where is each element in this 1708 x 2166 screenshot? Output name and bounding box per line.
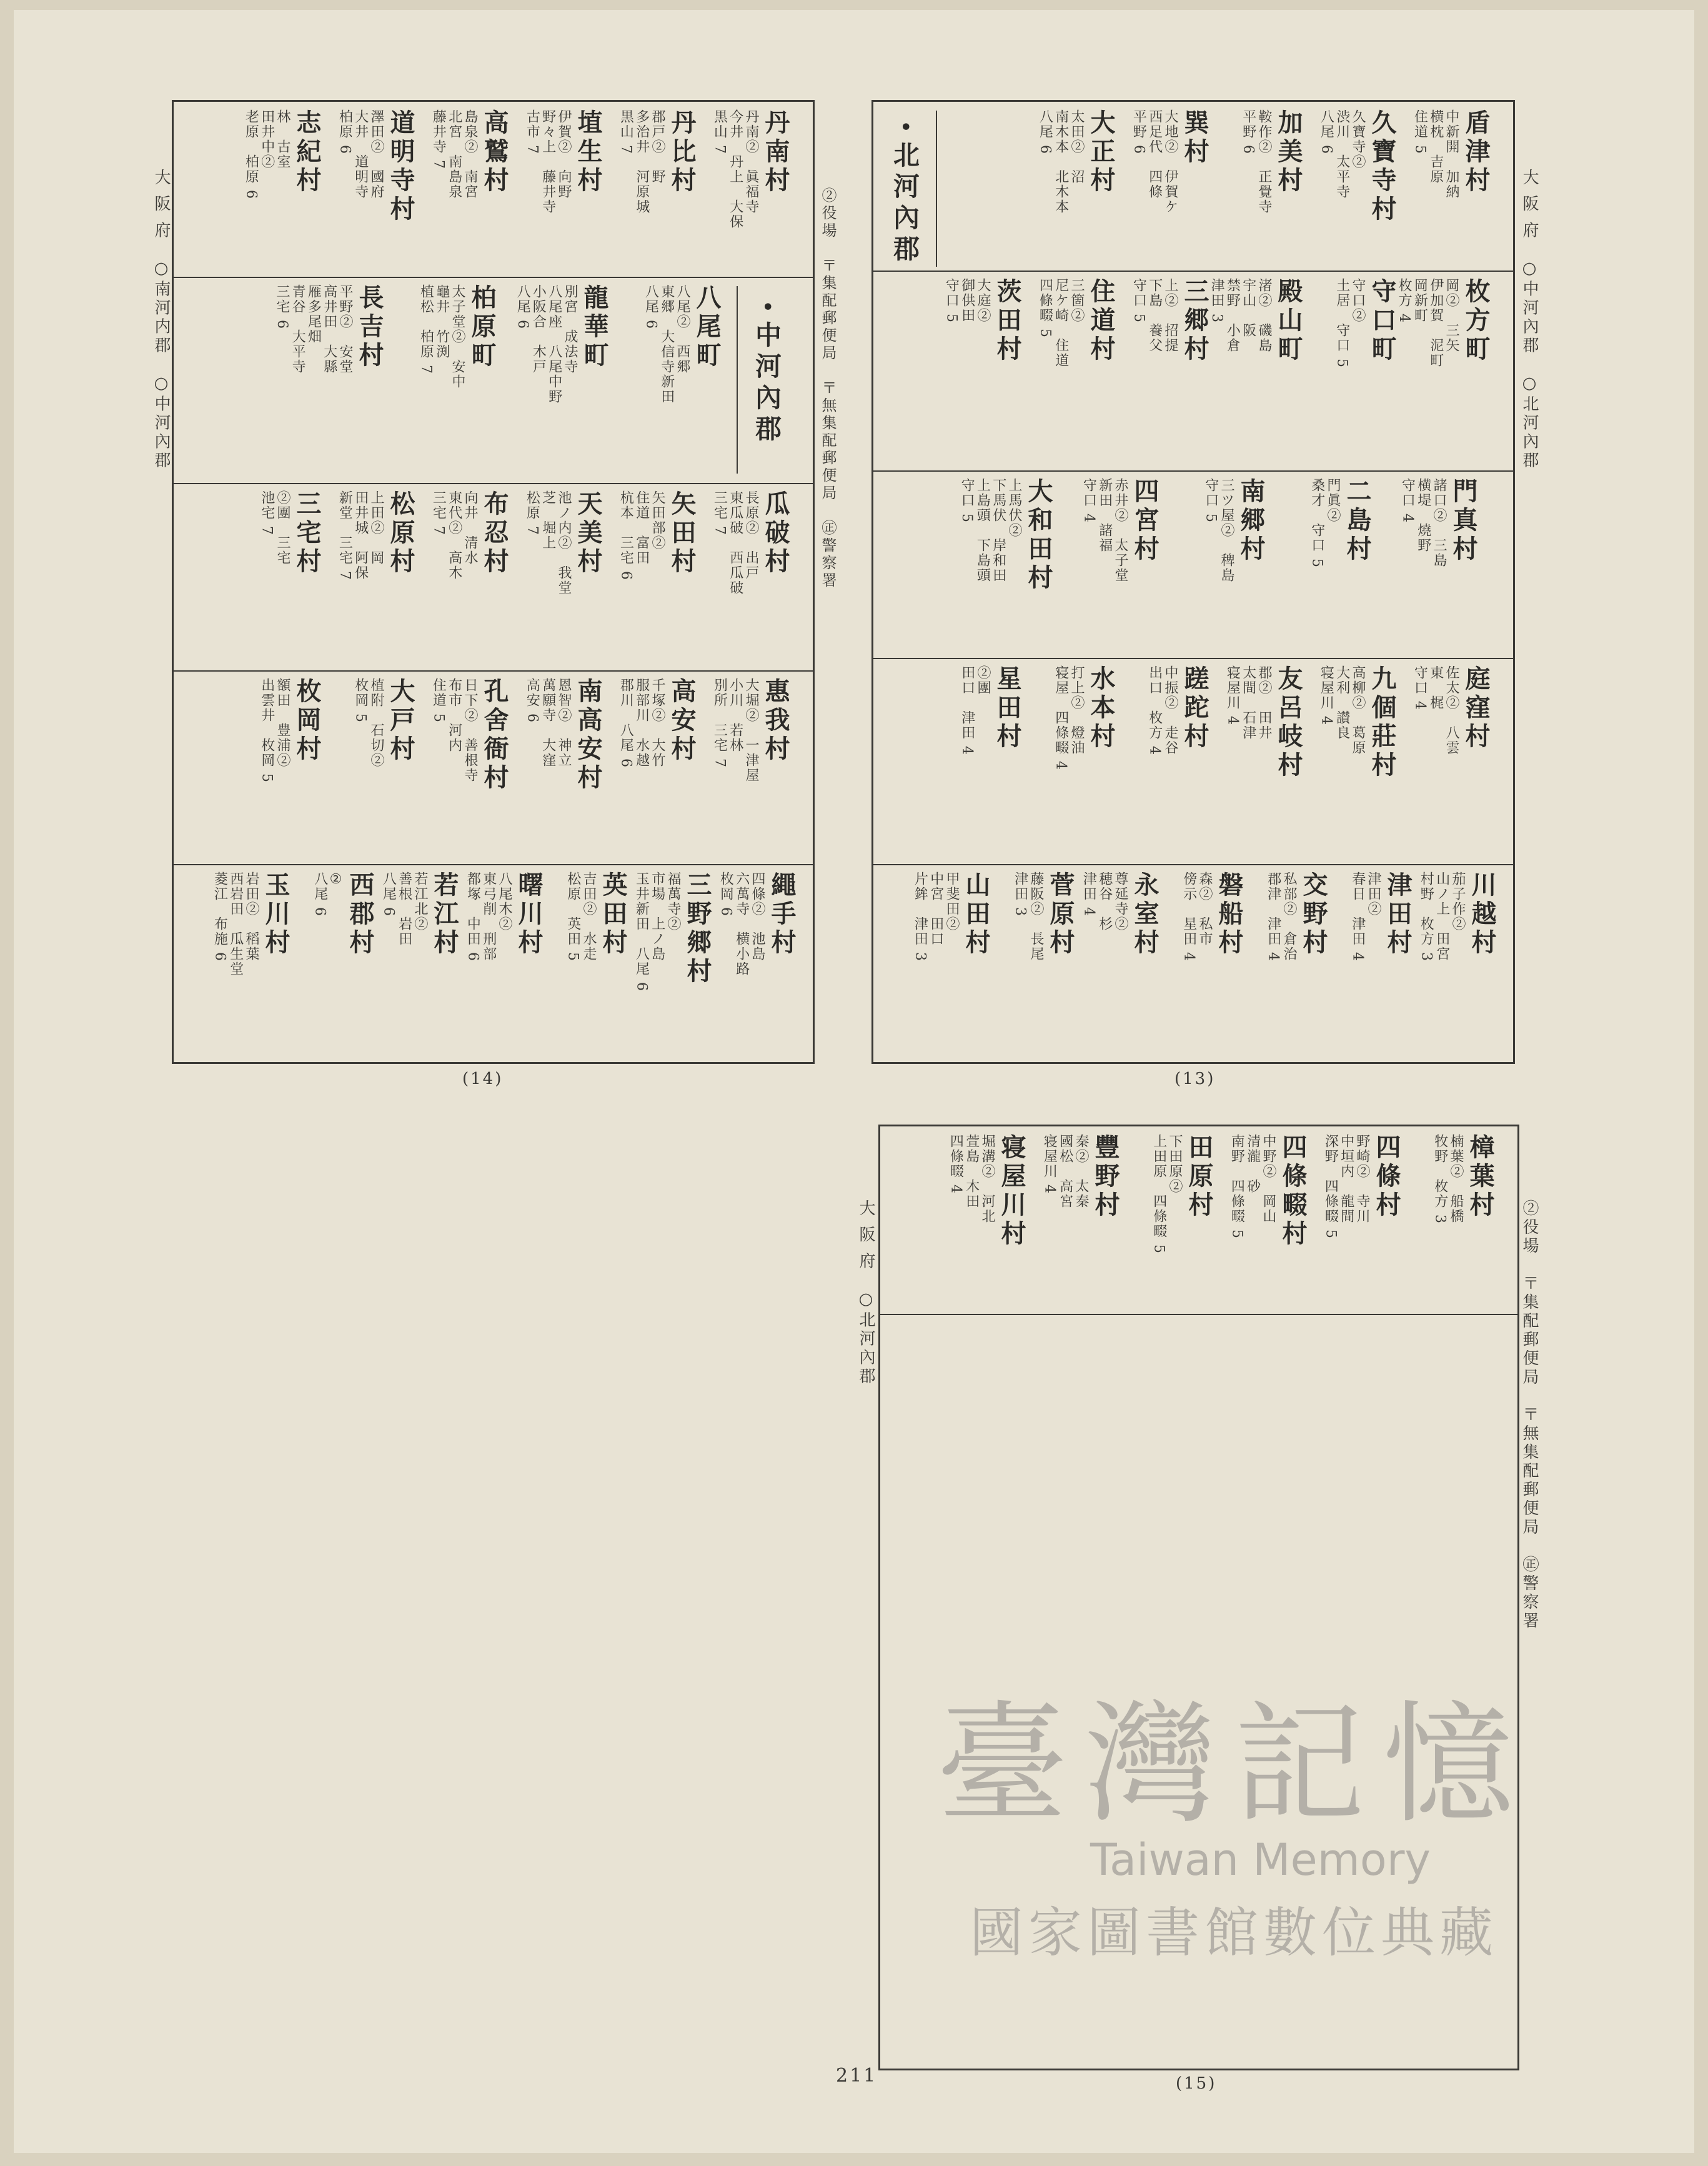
village-details: 千塚② 大竹 服部川 水越 郡川 八尾 6 [618, 678, 665, 768]
village-name: 大和田村 [1024, 478, 1053, 593]
village-entry [718, 872, 797, 1055]
village-details: 津田② 春日 津田 4 [1349, 872, 1381, 962]
village-entry [352, 678, 415, 857]
village-name: 南郷村 [1236, 478, 1266, 564]
village-details: 門眞② 桑才 守口 5 [1309, 478, 1341, 569]
village-details: 岩田② 稻葉 西岩田 瓜生堂 菱江 布施 6 [212, 872, 259, 976]
p13-band-1 [873, 102, 1513, 272]
village-name: 菅原村 [1046, 872, 1075, 958]
village-details: 上田② 岡 田井城 阿保 新堂 三宅 7 [337, 490, 384, 581]
village-details: 植附 石切② 枚岡 5 [352, 678, 384, 768]
village-name: 殿山町 [1274, 278, 1303, 364]
p13-band-1b [873, 271, 1513, 472]
p14-heading-divider [737, 286, 738, 474]
village-details: 打上② 燈油 寝屋 四條畷 4 [1053, 665, 1085, 771]
village-name: 天美村 [573, 490, 603, 577]
village-name: 長吉村 [355, 284, 384, 370]
village-name: 道明寺村 [386, 109, 415, 224]
village-name: 樟葉村 [1466, 1134, 1495, 1220]
village-name: 南高安村 [573, 678, 603, 793]
village-name: 孔舍衙村 [480, 678, 509, 793]
village-details: 佐太② 八雲 東 梶 守口 4 [1412, 665, 1459, 755]
village-details: 吉田② 水走 松原 英田 5 [565, 872, 597, 962]
village-name: 庭窪村 [1461, 665, 1491, 752]
village-details: 中振② 走谷 出口 枚方 4 [1146, 665, 1178, 756]
village-details: 秦② 太秦 國松 高宮 寝屋川 4 [1041, 1134, 1089, 1209]
village-name: 豐野村 [1091, 1134, 1120, 1220]
village-entry [1181, 872, 1244, 1055]
village-name: 田原村 [1184, 1134, 1214, 1220]
village-entry [1229, 1134, 1308, 1306]
village-name: 三郷村 [1180, 278, 1209, 364]
p15-margin-label: 大 阪 府 ○北河內郡 [856, 1200, 875, 1386]
village-details: 四條② 池島 六萬寺 横小路 枚岡 6 [718, 872, 765, 976]
village-entry [465, 872, 544, 1055]
village-name: 守口町 [1368, 278, 1397, 364]
village-name: 二島村 [1343, 478, 1372, 564]
village-entry [524, 678, 603, 857]
p14-band-3 [174, 670, 813, 865]
village-details: 甲斐田② 中宮 田口 片鉾 津田 3 [912, 872, 960, 962]
village-name: 水本村 [1086, 665, 1116, 752]
village-details: 長原② 出戸 東瓜破 西瓜破 三宅 7 [712, 490, 759, 595]
village-entry [1053, 665, 1116, 857]
village-details: 大堀② 一津屋 小川 若林 別所 三宅 7 [712, 678, 759, 783]
village-name: 曙川村 [514, 872, 544, 958]
village-name: 津田村 [1383, 872, 1413, 958]
p13-band-3 [873, 658, 1513, 865]
village-name: 丹南村 [761, 109, 790, 196]
village-details: 高柳② 葛原 大利 讃良 寝屋川 4 [1318, 665, 1366, 755]
village-name: 丹比村 [667, 109, 697, 196]
village-name: 西郡村 [345, 872, 375, 958]
village-details: ②團 三宅 池宅 7 [259, 490, 290, 565]
village-entry [1209, 278, 1303, 463]
village-entry [712, 490, 790, 663]
village-name: 大戸村 [386, 678, 415, 764]
village-entry [1318, 109, 1397, 263]
village-entry [1081, 478, 1159, 650]
village-details: 堀溝② 河北 萱島 木田 四條畷 4 [948, 1134, 995, 1224]
village-name: 住道村 [1086, 278, 1116, 364]
p15-page-number: (15) [1176, 2074, 1217, 2093]
village-details: 平野② 安堂 高井田 大縣 雁多尾畑 青谷 大平寺 三宅 6 [274, 284, 353, 374]
village-name: 惠我村 [761, 678, 790, 764]
village-details: 藤阪② 長尾 津田 3 [1012, 872, 1044, 961]
village-entry [618, 109, 697, 269]
village-name: 枚岡村 [292, 678, 322, 764]
p14-band-1 [174, 102, 813, 278]
village-entry [618, 490, 697, 663]
p13-page-number: (13) [1174, 1070, 1216, 1088]
village-name: 盾津村 [1461, 109, 1491, 196]
village-details: 日下② 善根寺 布市 河内 住道 5 [430, 678, 478, 783]
village-details: 久寶寺② 渋川 太平寺 八尾 6 [1318, 109, 1366, 199]
village-name: 寝屋川村 [997, 1134, 1026, 1249]
village-entry [1037, 109, 1116, 263]
village-name: 八尾町 [692, 284, 722, 370]
village-entry [1399, 478, 1478, 650]
p13-band-2 [873, 470, 1513, 659]
village-entry [1037, 278, 1116, 463]
village-details: 丹南② 眞福寺 今井 丹上 大保 黒山 7 [712, 109, 759, 229]
village-details: 上② 招提 下島 養父 守口 5 [1131, 278, 1178, 353]
village-details: 岡② 三矢 伊加賀 泥町 岡新町 枚方 4 [1396, 278, 1459, 368]
village-name: 四宮村 [1130, 478, 1159, 564]
village-details: 渚② 磯島 宇山 阪 禁野 小倉 津田 3 [1209, 278, 1272, 353]
village-entry [524, 109, 603, 269]
p14-band-2 [174, 483, 813, 672]
p14-district-heading: • 中河內郡 [748, 301, 785, 446]
village-details: ② 八尾 6 [312, 872, 344, 917]
village-entry [337, 109, 415, 269]
village-details: 茄子作② 山ノ上 田宮 村野 枚方 3 [1418, 872, 1466, 962]
village-name: 埴生村 [573, 109, 603, 196]
village-entry [1146, 665, 1209, 857]
p14-margin-label: 大 阪 府 ○南河内郡 ○中河內郡 [152, 169, 171, 470]
village-entry [1418, 872, 1497, 1055]
village-name: 三宅村 [292, 490, 322, 577]
village-name: 若江村 [430, 872, 459, 958]
village-entry [912, 872, 991, 1055]
village-entry [712, 109, 790, 269]
village-details: 森② 私市 傍示 星田 4 [1181, 872, 1213, 962]
village-details: 諸口② 三島 横堤 燒野 守口 4 [1399, 478, 1447, 568]
p14-band-1b [174, 277, 813, 484]
village-entry [1151, 1134, 1214, 1306]
village-details: 私部② 倉治 郡津 津田 4 [1265, 872, 1297, 962]
village-entry [959, 665, 1022, 857]
village-name: 久寶寺村 [1368, 109, 1397, 224]
village-name: 繩手村 [767, 872, 797, 958]
village-entry [959, 478, 1053, 650]
village-entry [1318, 665, 1397, 857]
village-name: 瓜破村 [761, 490, 790, 577]
village-details: 額田 豊浦② 出雲井 枚岡 5 [259, 678, 290, 783]
village-name: 星田村 [993, 665, 1022, 752]
village-entry [274, 284, 384, 475]
p15-band-1 [880, 1126, 1517, 1315]
village-name: 松原村 [386, 490, 415, 577]
village-name: 枚方町 [1461, 278, 1491, 364]
village-name: 巽村 [1180, 109, 1209, 167]
village-details: 別宮 成法寺 八尾座 八尾中野 小阪合 木戸 八尾 6 [515, 284, 578, 404]
village-name: 加美村 [1274, 109, 1303, 196]
village-entry [1349, 872, 1413, 1055]
village-details: 若江北② 善根 岩田 八尾 6 [380, 872, 428, 946]
village-entry [1224, 665, 1303, 857]
village-details: 赤井② 太子堂 新田 諸福 守口 4 [1081, 478, 1128, 583]
village-entry [1265, 872, 1328, 1055]
village-entry [212, 872, 290, 1055]
p15-legend: ②役場 〒集配郵便局 〒無集配郵便局 ㊣警察署 [1520, 1200, 1539, 1631]
village-details: 郡戸② 野 多治井 河原城 黒山 7 [618, 109, 665, 214]
legend-center: ②役場 〒集配郵便局 〒無集配郵便局 ㊣警察署 [819, 187, 837, 590]
village-details: 八尾木② 東弓削 刑部 都塚 中田 6 [465, 872, 512, 962]
village-name: 柏原町 [467, 284, 497, 370]
village-details: 鞍作② 正覺寺 平野 6 [1240, 109, 1272, 214]
village-details: 林 古室 田井中② 老原 柏原 6 [243, 109, 290, 200]
village-name: 英田村 [598, 872, 628, 958]
p14-band-4 [174, 864, 813, 1063]
village-name: 三野郷村 [683, 872, 712, 986]
village-entry [1240, 109, 1303, 263]
village-name: 龍華町 [580, 284, 609, 370]
village-entry [337, 490, 415, 663]
village-name: 志紀村 [292, 109, 322, 196]
village-details: 三ツ屋② 稗島 守口 5 [1203, 478, 1234, 583]
village-entry [618, 678, 697, 857]
village-name: 矢田村 [667, 490, 697, 577]
village-name: 門真村 [1449, 478, 1478, 564]
village-details: 中新開 加納 横枕 吉原 住道 5 [1412, 109, 1459, 199]
village-entry [948, 1134, 1026, 1306]
village-details: 池ノ内② 我堂 芝 堀上 松原 7 [524, 490, 572, 595]
village-name: 高安村 [667, 678, 697, 764]
p13-band-4 [873, 864, 1513, 1063]
village-details: ②團 田口 津田 4 [959, 665, 991, 756]
page-14-frame [172, 100, 815, 1064]
village-name: 布忍村 [480, 490, 509, 577]
village-name: 玉川村 [261, 872, 290, 958]
village-entry [259, 678, 322, 857]
village-details: 尊延寺② 穂谷 杉 津田 4 [1081, 872, 1128, 931]
village-entry [633, 872, 712, 1055]
village-details: 恩智② 神立 萬願寺 大窪 高安 6 [524, 678, 572, 768]
watermark-sub: 國家圖書館數位典藏 [970, 1902, 1498, 1964]
village-name: 四條畷村 [1278, 1134, 1308, 1249]
village-details: 郡② 田井 太間 石津 寝屋川 4 [1224, 665, 1272, 740]
page-13-frame [871, 100, 1515, 1064]
village-details: 大庭② 御供田 守口 5 [943, 278, 991, 324]
village-details: 守口② 土居 守口 5 [1334, 278, 1366, 369]
village-details: 島泉② 南宮 北宮 南島泉 藤井寺 7 [430, 109, 478, 199]
village-entry [943, 278, 1022, 463]
village-name: 九個莊村 [1368, 665, 1397, 780]
watermark-english: Taiwan Memory [1090, 1834, 1431, 1885]
village-name: 蹉跎村 [1180, 665, 1209, 752]
village-details: 中野② 岡山 清瀧 砂 南野 四條畷 5 [1229, 1134, 1276, 1239]
village-entry [1323, 1134, 1401, 1306]
village-details: 下田原② 上田原 四條畷 5 [1151, 1134, 1183, 1254]
village-entry [1203, 478, 1266, 650]
village-entry [430, 490, 509, 663]
village-entry [565, 872, 628, 1055]
village-entry [1081, 872, 1159, 1055]
footer-page-number: 211 [836, 2065, 878, 2087]
village-name: 川越村 [1467, 872, 1497, 958]
village-details: 八尾② 西郷 東郷 大信寺新田 八尾 6 [643, 284, 690, 404]
village-name: 大正村 [1086, 109, 1116, 196]
village-name: 茨田村 [993, 278, 1022, 364]
watermark-main: 臺灣記憶 [936, 1688, 1531, 1841]
p13-district-heading: • 北河內郡 [886, 121, 923, 266]
p13-margin-label: 大 阪 府 ○中河內郡 ○北河內郡 [1520, 169, 1539, 470]
village-name: 高鷲村 [480, 109, 509, 196]
village-entry [1131, 278, 1209, 463]
village-name: 山田村 [961, 872, 991, 958]
village-name: 交野村 [1299, 872, 1328, 958]
village-entry [1131, 109, 1209, 263]
village-entry [418, 284, 497, 475]
village-entry [1334, 278, 1397, 463]
village-entry [1396, 278, 1491, 463]
p14-page-number: (14) [462, 1070, 504, 1088]
village-entry [1432, 1134, 1495, 1306]
village-entry [643, 284, 722, 475]
village-name: 友呂岐村 [1274, 665, 1303, 780]
village-entry [1309, 478, 1372, 650]
village-entry [515, 284, 609, 475]
village-details: 野崎② 寺川 中垣内 龍間 深野 四條畷 5 [1323, 1134, 1370, 1239]
village-details: 矢田部② 住道 富田 杭本 三宅 6 [618, 490, 665, 581]
village-entry [1041, 1134, 1120, 1306]
village-details: 上馬伏② 下馬伏 岸和田 上島頭 下島頭 守口 5 [959, 478, 1022, 583]
village-entry [1012, 872, 1075, 1055]
village-details: 楠葉② 船橋 牧野 枚方 3 [1432, 1134, 1464, 1225]
village-entry [380, 872, 459, 1055]
village-name: 四條村 [1372, 1134, 1401, 1220]
village-entry [312, 872, 375, 1055]
village-details: 大地② 伊賀ケ 西足代 四條 平野 6 [1131, 109, 1178, 214]
village-entry [259, 490, 322, 663]
village-details: 澤田② 國府 大井 道明寺 柏原 6 [337, 109, 384, 199]
village-entry [430, 109, 509, 269]
watermark [890, 1688, 1577, 1967]
village-details: 伊賀② 向野 野々上 藤井寺 古市 7 [524, 109, 572, 214]
village-details: 向井 清水 東代② 高木 三宅 7 [430, 490, 478, 580]
p13-heading-divider [936, 111, 937, 267]
village-entry [243, 109, 322, 269]
village-details: 太子堂② 安中 龜井 竹渕 植松 柏原 7 [418, 284, 465, 389]
village-entry [712, 678, 790, 857]
village-entry [1412, 109, 1491, 263]
village-details: 福萬寺② 市場 上ノ島 玉井新田 八尾 6 [633, 872, 681, 992]
village-entry [1412, 665, 1491, 857]
village-name: 磐船村 [1214, 872, 1244, 958]
village-name: 永室村 [1130, 872, 1159, 958]
village-details: 三箇② 尼ケ崎 住道 四條畷 5 [1037, 278, 1085, 368]
village-details: 太田② 沼 南木本 北木本 八尾 6 [1037, 109, 1085, 214]
village-entry [430, 678, 509, 857]
village-entry [524, 490, 603, 663]
